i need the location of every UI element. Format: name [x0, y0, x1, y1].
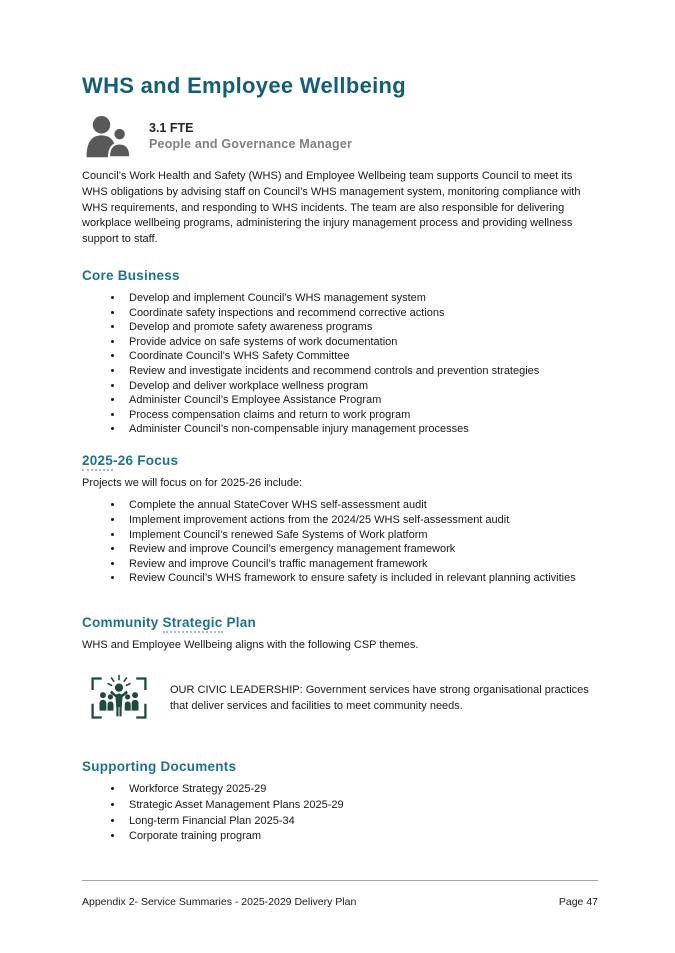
- focus-list: [82, 499, 598, 585]
- list-item: • Coordinate safety inspections and recommend corrective actions: [124, 307, 598, 320]
- footer-page-number: Page 47: [558, 896, 598, 908]
- csp-theme-row: [88, 669, 598, 727]
- list-item: • Workforce Strategy 2025-29: [124, 783, 598, 797]
- page-title: WHS and Employee Wellbeing: [82, 73, 406, 98]
- fte-text-block: [149, 121, 352, 151]
- list-item: • Provide advice on safe systems of work documentation: [124, 336, 598, 349]
- csp-heading: [82, 615, 598, 630]
- list-item: • Develop and promote safety awareness programs: [124, 321, 598, 334]
- csp-heading-pre: Community: [82, 615, 163, 631]
- fte-count: 3.1 FTE: [149, 121, 194, 135]
- csp-heading-mid: Strategic: [163, 615, 223, 633]
- list-item: • Strategic Asset Management Plans 2025-29: [124, 799, 598, 813]
- page-footer: [82, 880, 598, 908]
- fte-manager-title: People and Governance Manager: [149, 137, 353, 151]
- csp-theme-text: OUR CIVIC LEADERSHIP: Government services have strong organisational practices that deliver services and facilities to meet community needs.: [170, 684, 589, 713]
- list-item: • Review and improve Council’s traffic management framework: [124, 558, 598, 571]
- list-item: • Implement Council’s renewed Safe Systems of Work platform: [124, 529, 598, 542]
- list-item: • Develop and deliver workplace wellness program: [124, 380, 598, 393]
- list-item: • Long-term Financial Plan 2025-34: [124, 815, 598, 829]
- focus-heading: [82, 453, 598, 468]
- list-item: • Administer Council’s Employee Assistance Program: [124, 394, 598, 407]
- list-item: • Coordinate Council’s WHS Safety Committee: [124, 350, 598, 363]
- list-item: • Complete the annual StateCover WHS self-assessment audit: [124, 499, 598, 512]
- focus-heading-rest: -26 Focus: [113, 453, 179, 469]
- list-item: • Develop and implement Council’s WHS management system: [124, 292, 598, 305]
- list-item: • Review Council’s WHS framework to ensure safety is included in relevant planning activities: [124, 572, 598, 585]
- supporting-documents-heading: Supporting Documents: [82, 759, 237, 775]
- supporting-documents-list: [82, 783, 598, 844]
- fte-summary: [84, 113, 598, 159]
- csp-lead: WHS and Employee Wellbeing aligns with the following CSP themes.: [82, 639, 419, 652]
- footer-document-title: Appendix 2- Service Summaries - 2025-2029 Delivery Plan: [82, 896, 357, 908]
- core-business-list: [82, 292, 598, 436]
- list-item: • Review and improve Council’s emergency management framework: [124, 543, 598, 556]
- focus-lead: Projects we will focus on for 2025-26 include:: [82, 477, 303, 490]
- list-item: • Corporate training program: [124, 830, 598, 844]
- focus-heading-year: 2025: [82, 453, 113, 471]
- core-business-heading: Core Business: [82, 267, 180, 283]
- csp-heading-post: Plan: [222, 615, 257, 631]
- list-item: • Process compensation claims and return to work program: [124, 409, 598, 422]
- list-item: • Review and investigate incidents and recommend controls and prevention strategies: [124, 365, 598, 378]
- page-content: [82, 73, 598, 846]
- footer-divider: [82, 880, 598, 881]
- people-silhouette-icon: [84, 113, 134, 159]
- list-item: • Administer Council’s non-compensable injury management processes: [124, 423, 598, 436]
- footer-text-row: [82, 896, 598, 908]
- civic-leadership-icon: [88, 669, 150, 727]
- service-description: Council’s Work Health and Safety (WHS) and Employee Wellbeing team supports Council to meet its WHS obligations by advising staff on Council’s WHS management system, monitoring compliance with WHS requirements, and responding to WHS incidents. The team are also responsible for delivering workplace wellbeing programs, administering the injury management process and providing wellness support to staff.: [82, 170, 581, 246]
- list-item: • Implement improvement actions from the 2024/25 WHS self-assessment audit: [124, 514, 598, 527]
